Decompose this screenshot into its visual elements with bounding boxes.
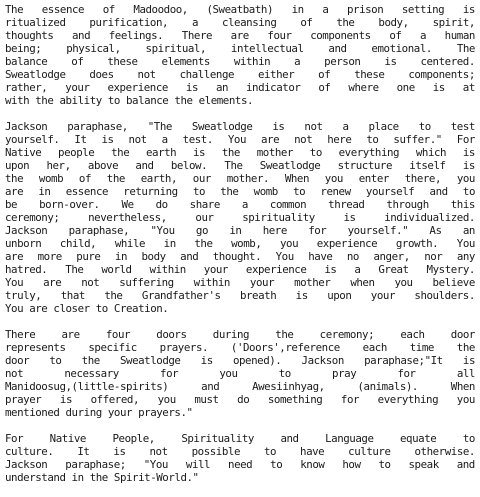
text-line: yourself. It is not a test. You are not here to suffer." For: [5, 133, 475, 146]
text-line: be born-over. We do share a common thread through this: [5, 198, 475, 211]
document-page: [5, 3, 475, 497]
text-line: Sweatlodge does not challenge either of these components;: [5, 68, 475, 81]
paragraph: [5, 328, 475, 419]
text-line: prayer is offered, you must do something for everything you: [5, 393, 475, 406]
text-line: unborn child, while in the womb, you experience growth. You: [5, 237, 475, 250]
text-line: upon her, above and below. The Sweatlodge structure itself is: [5, 159, 475, 172]
text-line: rather, your experience is an indicator of where one is at: [5, 81, 475, 94]
text-line: balance of these elements within a person is centered.: [5, 55, 475, 68]
text-line: Native people the earth is the mother to everything which is: [5, 146, 475, 159]
paragraph: [5, 120, 475, 315]
text-line: not necessary for you to pray for all: [5, 367, 475, 380]
text-line: culture. It is not possible to have culture otherwise.: [5, 445, 475, 458]
text-line: door to the Sweatlodge is opened). Jackson paraphase;"It is: [5, 354, 475, 367]
text-line: There are four doors during the ceremony; each door: [5, 328, 475, 341]
text-line: ceremony; nevertheless, our spirituality is individualized.: [5, 211, 475, 224]
text-line: Jackson paraphase; "You will need to know how to speak and: [5, 458, 475, 471]
text-line: Jackson paraphase, "You go in here for yourself." As an: [5, 224, 475, 237]
text-line: being; physical, spiritual, intellectual and emotional. The: [5, 42, 475, 55]
text-line: understand in the Spirit-World.": [5, 471, 199, 484]
text-line: thoughts and feelings. There are four components of a human: [5, 29, 475, 42]
text-line: mentioned during your prayers.": [5, 406, 193, 419]
text-line: with the ability to balance the elements.: [5, 94, 254, 107]
paragraph: [5, 432, 475, 484]
text-line: For Native People, Spirituality and Language equate to: [5, 432, 475, 445]
paragraph: [5, 3, 475, 107]
text-line: The essence of Madoodoo, (Sweatbath) in a prison setting is: [5, 3, 475, 16]
text-line: You are not suffering within your mother when you believe: [5, 276, 475, 289]
text-line: the womb of the earth, our mother. When you enter there, you: [5, 172, 475, 185]
text-line: hatred. The world within your experience is a Great Mystery.: [5, 263, 475, 276]
text-line: You are closer to Creation.: [5, 302, 169, 315]
text-line: Manidoosug,(little-spirits) and Awesiinhyag, (animals). When: [5, 380, 475, 393]
text-line: truly, that the Grandfather's breath is upon your shoulders.: [5, 289, 475, 302]
text-line: represents specific prayers. ('Doors',reference each time the: [5, 341, 475, 354]
text-line: are in essence returning to the womb to renew yourself and to: [5, 185, 475, 198]
text-line: Jackson paraphase, "The Sweatlodge is not a place to test: [5, 120, 475, 133]
text-line: are more pure in body and thought. You have no anger, nor any: [5, 250, 475, 263]
text-line: ritualized purification, a cleansing of the body, spirit,: [5, 16, 475, 29]
